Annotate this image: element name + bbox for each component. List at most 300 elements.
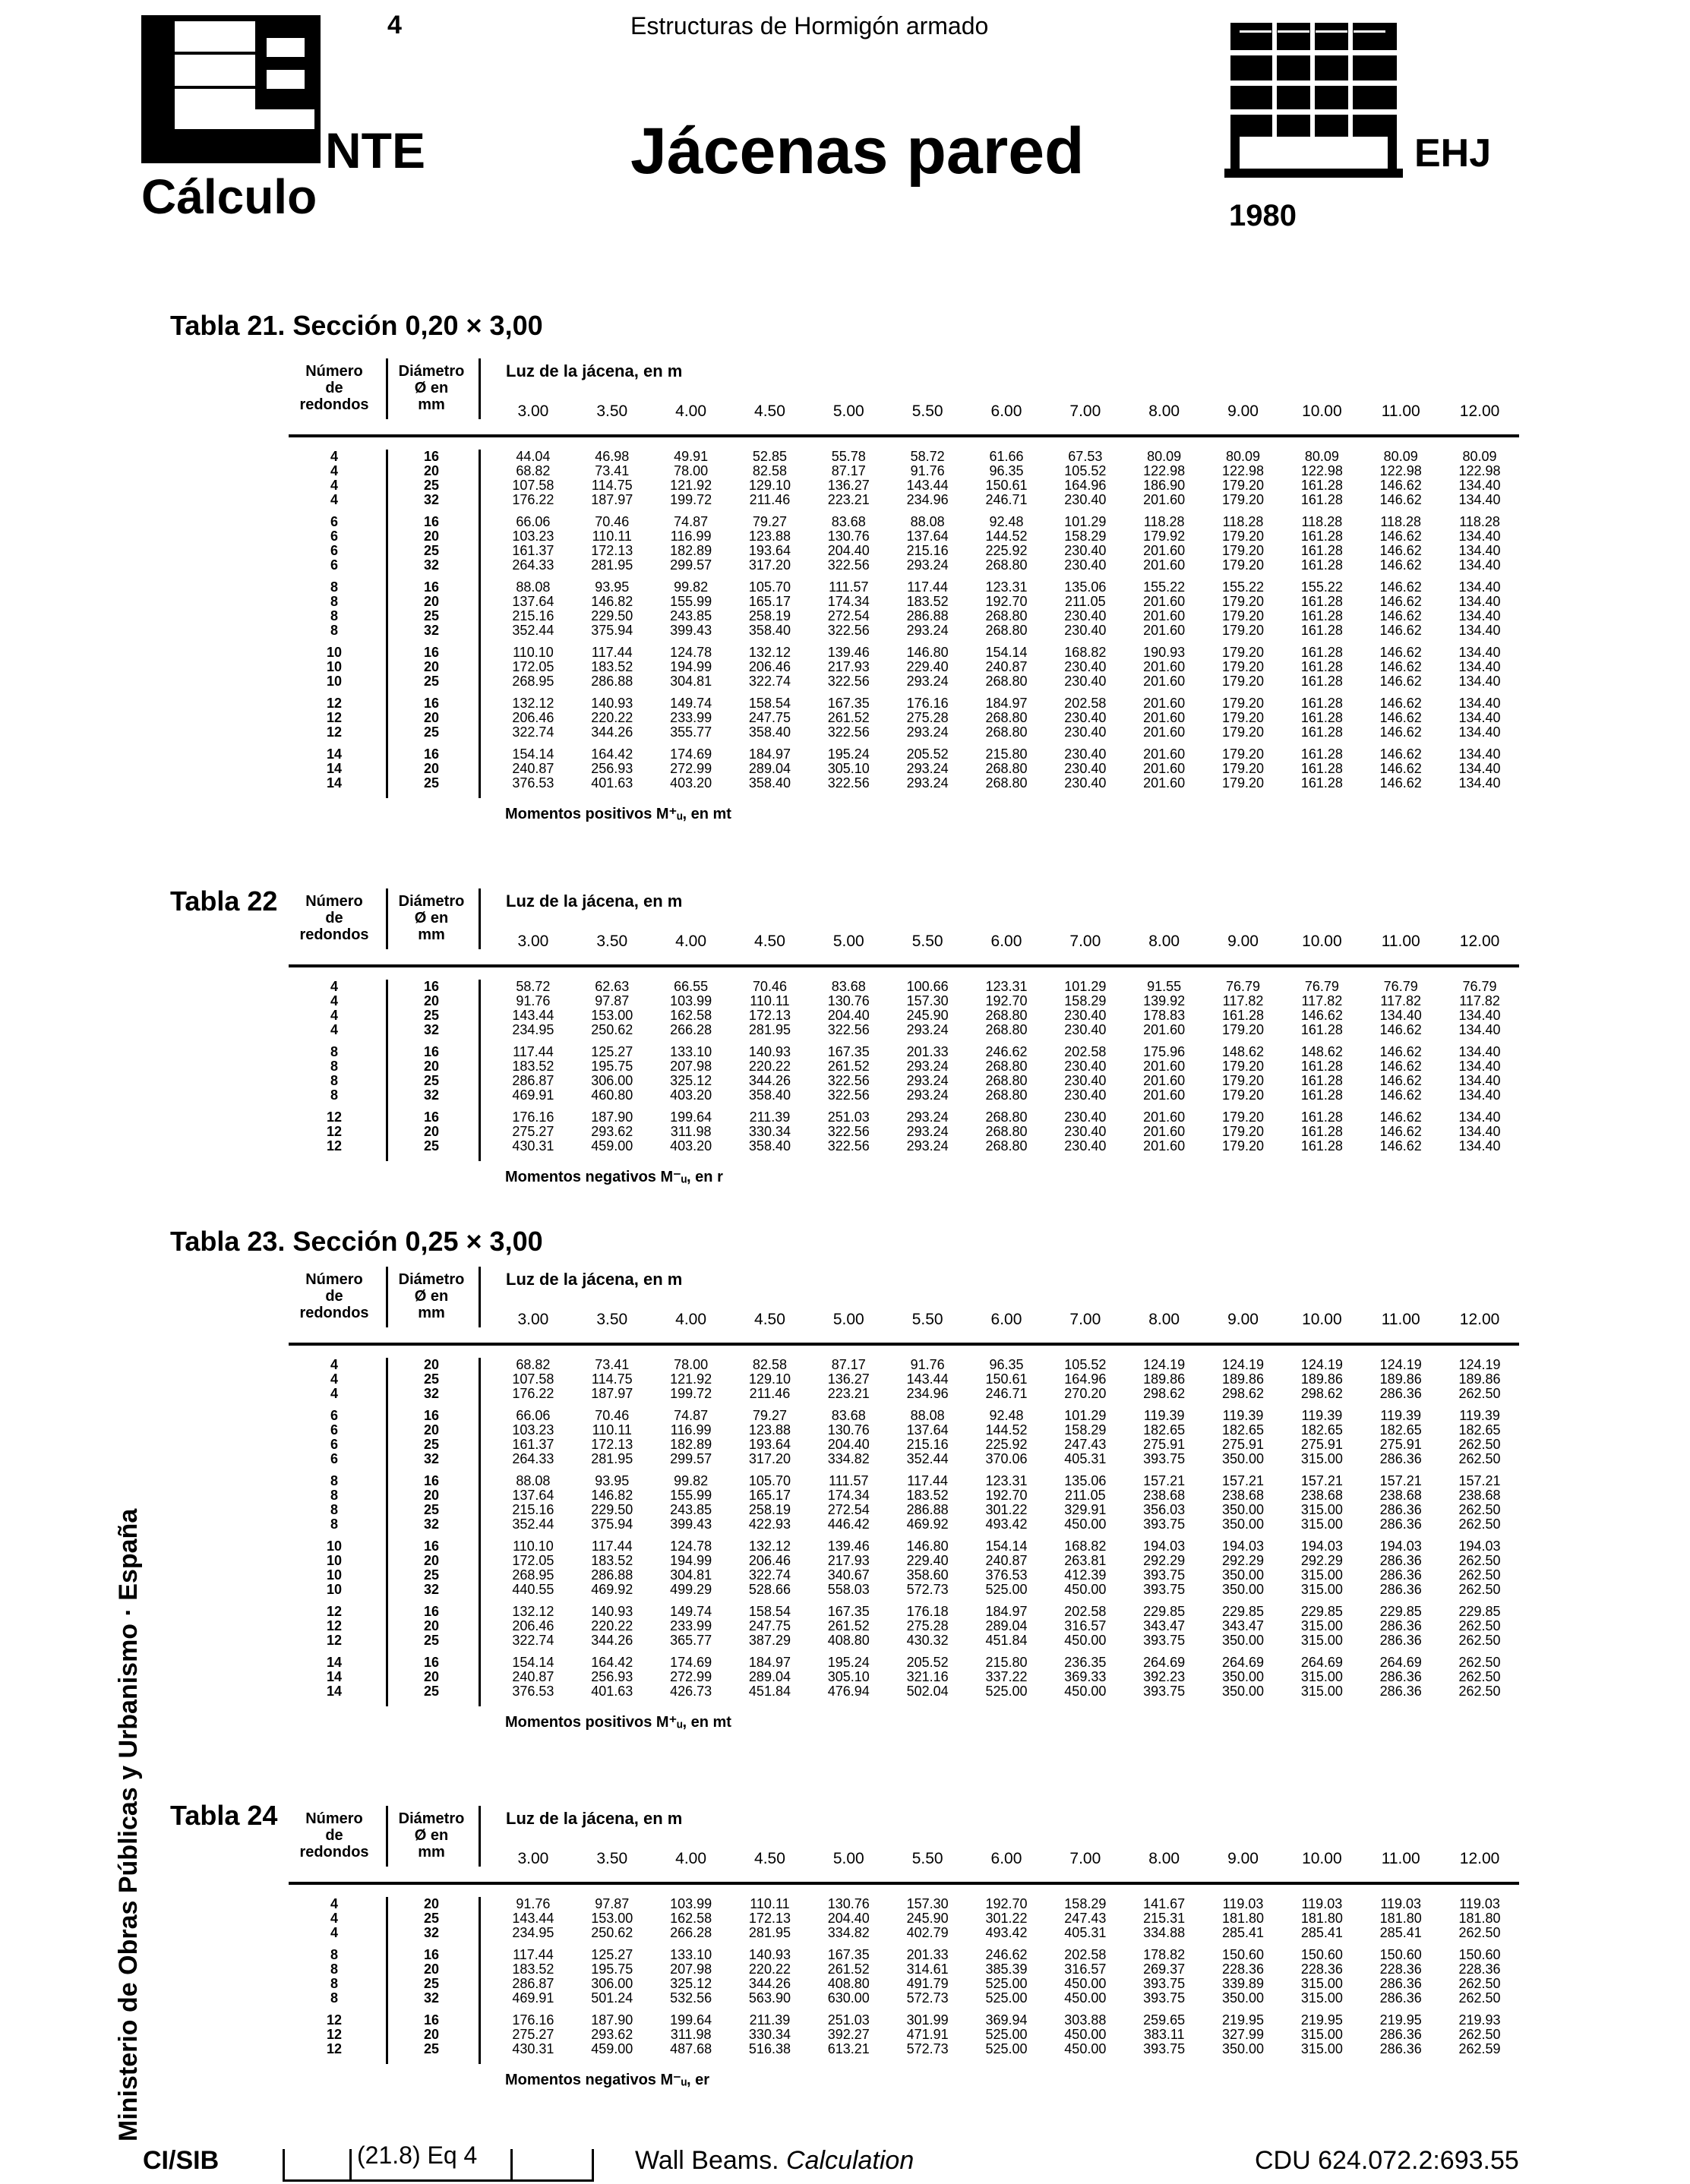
moment-cell: 211.39 — [749, 1109, 791, 1125]
moment-cell: 401.63 — [591, 775, 633, 791]
moment-cell: 228.36 — [1300, 1961, 1343, 1977]
header-text: Ø en — [414, 1827, 449, 1844]
moment-cell: 215.16 — [906, 543, 949, 558]
moment-cell: 211.05 — [1064, 594, 1106, 609]
moment-cell: 238.68 — [1458, 1488, 1501, 1503]
moment-cell: 161.28 — [1300, 1138, 1343, 1154]
bar-count: 4 — [330, 1022, 338, 1037]
table-header — [289, 1267, 1519, 1358]
moment-cell: 358.60 — [906, 1567, 949, 1583]
bar-count: 8 — [330, 1516, 338, 1532]
header-rule — [289, 1343, 1519, 1346]
span-value: 5.00 — [832, 1311, 864, 1328]
moment-cell: 281.95 — [591, 1451, 633, 1466]
header-text: mm — [418, 396, 445, 413]
moment-cell: 179.20 — [1221, 1109, 1265, 1125]
bar-count: 4 — [330, 478, 338, 493]
moment-cell: 161.28 — [1300, 1022, 1343, 1037]
luz-label: Luz de la jácena, en m — [506, 1270, 683, 1289]
moment-cell: 369.94 — [985, 2012, 1028, 2028]
moment-cell: 350.00 — [1221, 1451, 1265, 1466]
moment-cell: 238.68 — [1300, 1488, 1343, 1503]
moment-cell: 223.21 — [827, 1386, 870, 1401]
table-22 — [289, 888, 1519, 1186]
moment-cell: 369.33 — [1064, 1669, 1107, 1684]
moment-cell: 234.95 — [512, 1925, 554, 1940]
moment-cell: 286.36 — [1379, 1669, 1422, 1684]
table-row — [289, 478, 1519, 493]
moment-cell: 146.62 — [1379, 492, 1422, 507]
moment-cell: 146.62 — [1379, 623, 1422, 638]
span-value: 12.00 — [1459, 933, 1500, 950]
table-caption: Tabla 21. Sección 0,20 × 3,00 — [170, 310, 543, 341]
moment-cell: 293.62 — [591, 1124, 633, 1139]
bar-diameter: 16 — [423, 1604, 440, 1619]
moment-cell: 286.36 — [1379, 1618, 1422, 1633]
moment-cell: 233.99 — [670, 710, 712, 725]
moment-cell: 195.75 — [591, 1059, 633, 1074]
bar-count: 4 — [330, 1911, 338, 1926]
table-row — [289, 1488, 1519, 1503]
moment-cell: 66.55 — [674, 979, 709, 994]
table-row — [289, 529, 1519, 544]
table-row — [289, 1125, 1519, 1139]
moment-cell: 165.17 — [748, 1488, 791, 1503]
table-row — [289, 1110, 1519, 1125]
table-row — [289, 2042, 1519, 2056]
moment-cell: 233.99 — [670, 1618, 712, 1633]
moment-values — [494, 1139, 1519, 1154]
bar-count: 14 — [326, 1684, 343, 1699]
moment-cell: 146.62 — [1379, 543, 1422, 558]
luz-label: Luz de la jácena, en m — [506, 892, 683, 911]
moment-cell: 201.60 — [1143, 557, 1186, 573]
bar-diameter: 20 — [423, 1618, 440, 1633]
bar-diameter: 32 — [423, 1451, 440, 1466]
table-row — [289, 674, 1519, 689]
moment-cell: 293.62 — [591, 2027, 633, 2042]
moment-cell: 286.36 — [1379, 1684, 1422, 1699]
moment-cell: 134.40 — [1458, 623, 1501, 638]
moment-cell: 119.39 — [1459, 1408, 1500, 1423]
moment-cell: 238.68 — [1379, 1488, 1422, 1503]
moment-cell: 110.11 — [592, 529, 632, 544]
moment-cell: 358.40 — [748, 775, 791, 791]
moment-cell: 134.40 — [1458, 1044, 1501, 1059]
moment-cell: 344.26 — [748, 1976, 791, 1991]
bar-diameter: 20 — [423, 529, 440, 544]
moment-cell: 403.20 — [670, 775, 712, 791]
moment-values — [494, 2013, 1519, 2028]
bar-count: 8 — [330, 1059, 338, 1074]
span-value: 3.00 — [517, 402, 549, 420]
moment-cell: 315.00 — [1300, 1684, 1343, 1699]
span-value: 10.00 — [1302, 402, 1342, 420]
moment-cell: 314.61 — [906, 1961, 949, 1977]
moment-cell: 370.06 — [985, 1451, 1028, 1466]
moment-cell: 262.50 — [1458, 1990, 1501, 2006]
moment-cell: 161.37 — [512, 543, 554, 558]
moment-cell: 161.28 — [1300, 1124, 1343, 1139]
moment-cell: 298.62 — [1143, 1386, 1186, 1401]
moment-cell: 49.91 — [674, 449, 709, 464]
moment-cell: 124.19 — [1143, 1357, 1186, 1372]
moment-cell: 201.60 — [1143, 608, 1186, 623]
moment-cell: 246.71 — [985, 492, 1028, 507]
moment-cell: 204.40 — [827, 543, 870, 558]
moment-cell: 268.80 — [985, 557, 1028, 573]
moment-cell: 134.40 — [1458, 724, 1501, 740]
bar-count: 10 — [326, 1582, 343, 1597]
moment-values — [494, 1125, 1519, 1139]
moment-cell: 201.60 — [1143, 1109, 1186, 1125]
moment-values — [494, 1605, 1519, 1619]
moment-cell: 148.62 — [1300, 1044, 1343, 1059]
moment-cell: 450.00 — [1064, 1990, 1107, 2006]
moment-cell: 259.65 — [1143, 2012, 1186, 2028]
moment-cell: 103.23 — [512, 1422, 554, 1438]
moment-cell: 350.00 — [1221, 1516, 1265, 1532]
moment-cell: 293.24 — [906, 1022, 949, 1037]
moment-cell: 161.28 — [1300, 710, 1343, 725]
moment-cell: 179.20 — [1221, 623, 1265, 638]
moment-cell: 525.00 — [985, 1684, 1028, 1699]
moment-cell: 344.26 — [591, 724, 633, 740]
span-value: 8.00 — [1148, 933, 1180, 950]
bar-count: 8 — [330, 1087, 338, 1103]
moment-cell: 122.98 — [1458, 463, 1501, 478]
moment-cell: 286.36 — [1379, 1990, 1422, 2006]
moment-cell: 229.85 — [1221, 1604, 1265, 1619]
moment-cell: 140.93 — [591, 1604, 633, 1619]
bar-diameter: 32 — [423, 557, 440, 573]
moment-cell: 183.52 — [591, 1553, 633, 1568]
moment-cell: 139.46 — [827, 645, 870, 660]
moment-cell: 179.20 — [1221, 746, 1265, 762]
span-value: 6.00 — [990, 1311, 1022, 1328]
header-text: Diámetro — [398, 1271, 465, 1288]
span-value: 4.00 — [675, 1850, 707, 1867]
moment-cell: 150.60 — [1379, 1947, 1422, 1962]
table-caption: Tabla 23. Sección 0,25 × 3,00 — [170, 1226, 543, 1257]
table-footer: Momentos negativos M⁻ᵤ, en r — [505, 1169, 723, 1185]
moment-cell: 325.12 — [670, 1976, 712, 1991]
moment-values — [494, 1503, 1519, 1517]
bar-diameter: 16 — [423, 1539, 440, 1554]
moment-cell: 350.00 — [1221, 1990, 1265, 2006]
moment-cell: 250.62 — [591, 1925, 633, 1940]
moment-cell: 240.87 — [985, 1553, 1028, 1568]
moment-cell: 558.03 — [827, 1582, 870, 1597]
moment-cell: 134.40 — [1458, 1059, 1501, 1074]
bar-count: 4 — [330, 1357, 338, 1372]
moment-cell: 268.95 — [512, 1567, 554, 1583]
span-headers — [494, 402, 1519, 421]
moment-cell: 184.97 — [748, 746, 791, 762]
table-row — [289, 1991, 1519, 2006]
moment-cell: 117.82 — [1459, 993, 1500, 1008]
moment-cell: 352.44 — [512, 623, 554, 638]
moment-cell: 459.00 — [591, 1138, 633, 1154]
table-row — [289, 1452, 1519, 1466]
moment-cell: 350.00 — [1221, 1669, 1265, 1684]
moment-cell: 275.28 — [906, 1618, 949, 1633]
moment-cell: 118.28 — [1301, 514, 1343, 529]
bar-diameter: 25 — [423, 478, 440, 493]
moment-cell: 137.64 — [512, 1488, 554, 1503]
moment-cell: 80.09 — [1304, 449, 1339, 464]
moment-cell: 459.00 — [591, 2041, 633, 2056]
table-header — [289, 1806, 1519, 1897]
moment-cell: 91.76 — [516, 993, 551, 1008]
span-value: 5.00 — [832, 933, 864, 950]
col-header-numero — [289, 363, 380, 413]
table-body — [289, 1897, 1519, 2064]
calculo-label: Cálculo — [141, 169, 317, 224]
moment-cell: 246.62 — [985, 1947, 1028, 1962]
moment-cell: 268.95 — [512, 674, 554, 689]
moment-cell: 87.17 — [831, 1357, 866, 1372]
moment-cell: 286.36 — [1379, 1633, 1422, 1648]
moment-values — [494, 544, 1519, 558]
moment-cell: 122.98 — [1143, 463, 1186, 478]
bar-count: 8 — [330, 594, 338, 609]
moment-cell: 149.74 — [670, 1604, 712, 1619]
column-divider — [386, 1267, 388, 1327]
moment-cell: 275.91 — [1143, 1437, 1186, 1452]
moment-cell: 215.80 — [985, 746, 1028, 762]
moment-cell: 215.16 — [906, 1437, 949, 1452]
moment-cell: 179.20 — [1221, 1138, 1265, 1154]
moment-cell: 516.38 — [748, 2041, 791, 2056]
moment-cell: 201.60 — [1143, 543, 1186, 558]
moment-cell: 293.24 — [906, 674, 949, 689]
moment-cell: 143.44 — [512, 1911, 554, 1926]
moment-cell: 193.64 — [748, 1437, 791, 1452]
span-value: 4.00 — [675, 1311, 707, 1328]
moment-cell: 66.06 — [516, 514, 551, 529]
moment-cell: 176.22 — [512, 492, 554, 507]
moment-cell: 229.85 — [1143, 1604, 1186, 1619]
moment-cell: 211.39 — [749, 2012, 791, 2028]
moment-cell: 264.33 — [512, 1451, 554, 1466]
col-header-diametro — [393, 1810, 469, 1861]
moment-cell: 162.58 — [670, 1911, 712, 1926]
moment-cell: 230.40 — [1064, 775, 1107, 791]
moment-cell: 96.35 — [989, 463, 1024, 478]
moment-cell: 117.44 — [907, 579, 948, 595]
moment-cell: 134.40 — [1458, 543, 1501, 558]
moment-cell: 402.79 — [906, 1925, 949, 1940]
moment-cell: 393.75 — [1143, 1582, 1186, 1597]
moment-values — [494, 1023, 1519, 1037]
moment-cell: 187.90 — [591, 2012, 633, 2028]
moment-cell: 183.52 — [512, 1059, 554, 1074]
moment-cell: 134.40 — [1458, 1138, 1501, 1154]
moment-cell: 194.03 — [1458, 1539, 1501, 1554]
moment-cell: 161.28 — [1221, 1008, 1265, 1023]
bar-count: 12 — [326, 1138, 343, 1154]
moment-cell: 250.62 — [591, 1022, 633, 1037]
moment-cell: 243.85 — [670, 1502, 712, 1517]
cdu-code: CDU 624.072.2:693.55 — [1255, 2146, 1519, 2175]
moment-cell: 92.48 — [989, 1408, 1024, 1423]
table-row — [289, 1926, 1519, 1940]
table-row — [289, 747, 1519, 762]
moment-cell: 146.80 — [906, 1539, 949, 1554]
moment-cell: 613.21 — [827, 2041, 870, 2056]
moment-cell: 117.44 — [591, 645, 633, 660]
span-value: 3.00 — [517, 1311, 549, 1328]
moment-cell: 202.58 — [1064, 1604, 1107, 1619]
moment-cell: 393.75 — [1143, 1451, 1186, 1466]
moment-cell: 262.50 — [1458, 1516, 1501, 1532]
bar-diameter: 20 — [423, 1669, 440, 1684]
table-row — [289, 1372, 1519, 1387]
bar-diameter: 20 — [423, 1488, 440, 1503]
moment-cell: 525.00 — [985, 1582, 1028, 1597]
moment-cell: 189.86 — [1221, 1371, 1265, 1387]
moment-values — [494, 1008, 1519, 1023]
group-gap — [289, 2056, 1519, 2064]
bar-diameter: 20 — [423, 993, 440, 1008]
header-text: de — [325, 1288, 343, 1305]
bar-diameter: 25 — [423, 543, 440, 558]
moment-cell: 167.35 — [827, 1044, 870, 1059]
span-value: 7.00 — [1069, 1311, 1101, 1328]
moment-values — [494, 994, 1519, 1008]
moment-cell: 211.05 — [1064, 1488, 1106, 1503]
moment-cell: 168.82 — [1064, 1539, 1107, 1554]
moment-cell: 122.98 — [1379, 463, 1422, 478]
moment-values — [494, 464, 1519, 478]
moment-cell: 305.10 — [827, 761, 870, 776]
moment-cell: 82.58 — [752, 1357, 787, 1372]
moment-cell: 187.97 — [591, 1386, 633, 1401]
moment-cell: 262.50 — [1458, 1669, 1501, 1684]
moment-cell: 229.85 — [1300, 1604, 1343, 1619]
table-row — [289, 1438, 1519, 1452]
moment-cell: 450.00 — [1064, 1684, 1107, 1699]
year-label: 1980 — [1229, 199, 1297, 232]
moment-cell: 174.69 — [670, 746, 712, 762]
moment-cell: 219.95 — [1221, 2012, 1265, 2028]
moment-cell: 134.40 — [1458, 478, 1501, 493]
moment-cell: 179.20 — [1221, 608, 1265, 623]
moment-cell: 322.56 — [827, 1022, 870, 1037]
moment-cell: 217.93 — [827, 1553, 870, 1568]
moment-cell: 146.62 — [1379, 645, 1422, 660]
moment-values — [494, 1358, 1519, 1372]
bar-diameter: 25 — [423, 608, 440, 623]
moment-cell: 230.40 — [1064, 659, 1107, 674]
moment-cell: 246.62 — [985, 1044, 1028, 1059]
moment-cell: 187.90 — [591, 1109, 633, 1125]
moment-cell: 262.50 — [1458, 1567, 1501, 1583]
moment-cell: 105.52 — [1064, 1357, 1107, 1372]
moment-cell: 101.29 — [1064, 979, 1107, 994]
moment-cell: 194.03 — [1300, 1539, 1343, 1554]
moment-cell: 155.99 — [670, 1488, 712, 1503]
moment-cell: 240.87 — [985, 659, 1028, 674]
bar-diameter: 16 — [423, 514, 440, 529]
moment-cell: 450.00 — [1064, 1633, 1107, 1648]
moment-cell: 393.75 — [1143, 1516, 1186, 1532]
moment-cell: 327.99 — [1221, 2027, 1265, 2042]
span-value: 12.00 — [1459, 1850, 1500, 1867]
moment-cell: 93.95 — [595, 1473, 630, 1488]
moment-cell: 179.20 — [1221, 529, 1265, 544]
span-value: 7.00 — [1069, 1850, 1101, 1867]
moment-values — [494, 980, 1519, 994]
moment-values — [494, 2028, 1519, 2042]
moment-cell: 358.40 — [748, 1087, 791, 1103]
span-headers — [494, 1311, 1519, 1329]
span-value: 11.00 — [1381, 1850, 1420, 1867]
moment-cell: 189.86 — [1143, 1371, 1186, 1387]
bar-count: 12 — [326, 2041, 343, 2056]
moment-cell: 146.62 — [1379, 710, 1422, 725]
moment-cell: 230.40 — [1064, 1073, 1107, 1088]
moment-cell: 164.96 — [1064, 478, 1107, 493]
moment-cell: 272.99 — [670, 761, 712, 776]
bar-count: 10 — [326, 674, 343, 689]
moment-cell: 179.20 — [1221, 761, 1265, 776]
moment-cell: 329.91 — [1064, 1502, 1107, 1517]
bar-diameter: 25 — [423, 1567, 440, 1583]
table-row — [289, 711, 1519, 725]
moment-cell: 178.83 — [1143, 1008, 1186, 1023]
moment-cell: 201.60 — [1143, 1138, 1186, 1154]
span-value: 3.00 — [517, 1850, 549, 1867]
moment-cell: 118.28 — [1459, 514, 1500, 529]
moment-cell: 293.24 — [906, 761, 949, 776]
span-value: 10.00 — [1302, 1850, 1342, 1867]
moment-cell: 572.73 — [906, 2041, 949, 2056]
moment-cell: 315.00 — [1300, 1633, 1343, 1648]
moment-cell: 422.93 — [748, 1516, 791, 1532]
moment-cell: 136.27 — [827, 478, 870, 493]
moment-cell: 146.62 — [1379, 608, 1422, 623]
moment-cell: 322.74 — [512, 1633, 554, 1648]
bar-diameter: 25 — [423, 1502, 440, 1517]
moment-values — [494, 696, 1519, 711]
moment-cell: 217.93 — [827, 659, 870, 674]
moment-cell: 183.52 — [512, 1961, 554, 1977]
moment-cell: 268.80 — [985, 724, 1028, 740]
bar-count: 4 — [330, 449, 338, 464]
bar-diameter: 16 — [423, 579, 440, 595]
moment-cell: 110.11 — [750, 993, 790, 1008]
series-title: Estructuras de Hormigón armado — [630, 12, 989, 39]
moment-cell: 134.40 — [1458, 674, 1501, 689]
moment-cell: 189.86 — [1300, 1371, 1343, 1387]
bar-count: 4 — [330, 979, 338, 994]
moment-cell: 96.35 — [989, 1357, 1024, 1372]
moment-cell: 130.76 — [827, 1422, 870, 1438]
moment-cell: 175.96 — [1143, 1044, 1186, 1059]
moment-cell: 103.99 — [670, 993, 712, 1008]
moment-cell: 528.66 — [748, 1582, 791, 1597]
moment-cell: 225.92 — [985, 1437, 1028, 1452]
moment-cell: 393.75 — [1143, 1990, 1186, 2006]
moment-cell: 130.76 — [827, 993, 870, 1008]
moment-cell: 140.93 — [748, 1044, 791, 1059]
moment-cell: 146.62 — [1379, 761, 1422, 776]
bar-count: 4 — [330, 1896, 338, 1911]
moment-cell: 262.50 — [1458, 1633, 1501, 1648]
moment-cell: 245.90 — [906, 1911, 949, 1926]
